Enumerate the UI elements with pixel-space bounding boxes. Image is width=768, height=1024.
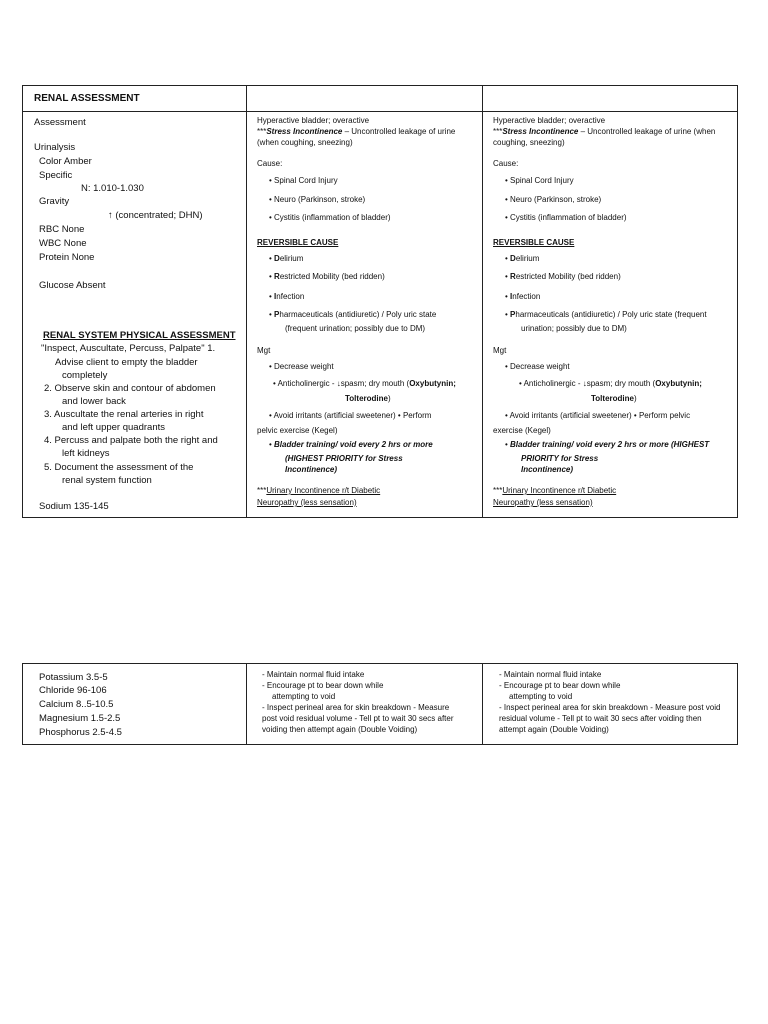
text-line: - Maintain normal fluid intake [262, 670, 365, 679]
text-line: - Encourage pt to bear down while [499, 681, 621, 690]
column-divider [482, 86, 483, 517]
gravity-normal: N: 1.010-1.030 [81, 183, 144, 194]
cause-item: • Neuro (Parkinson, stroke) [505, 196, 601, 204]
reversible-cause-heading: REVERSIBLE CAUSE [493, 238, 575, 247]
text-line: - Inspect perineal area for skin breakdown - Measure post void [499, 703, 721, 712]
protein-value: Protein None [39, 252, 95, 263]
mgt-item: • Anticholinergic - ↓spasm; dry mouth (Oxybutynin; [519, 379, 702, 388]
pa-line: 3. Auscultate the renal arteries in right [44, 409, 204, 420]
text-line: attempting to void [272, 692, 336, 701]
pa-line: Advise client to empty the bladder [55, 357, 198, 368]
text-line: urination; possibly due to DM) [521, 324, 627, 333]
pa-line: 2. Observe skin and contour of abdomen [44, 383, 216, 394]
cause-item: • Spinal Cord Injury [269, 177, 338, 185]
reversible-cause-heading: REVERSIBLE CAUSE [257, 238, 339, 247]
text-line: Tolterodine) [345, 394, 391, 403]
assessment-label: Assessment [34, 117, 86, 128]
drip-item: • Pharmaceuticals (antidiuretic) / Poly uric state [269, 310, 437, 319]
pa-line: renal system function [62, 475, 152, 486]
drip-item: • Infection [505, 292, 541, 301]
phosphorus-value: Phosphorus 2.5-4.5 [39, 727, 122, 738]
urinalysis-label: Urinalysis [34, 142, 76, 153]
pa-line: 5. Document the assessment of the [44, 462, 194, 473]
drip-item: • Delirium [505, 254, 540, 263]
chloride-value: Chloride 96-106 [39, 685, 107, 696]
mgt-item: • Avoid irritants (artificial sweetener) • Perform [269, 412, 431, 420]
rbc-value: RBC None [39, 224, 85, 235]
column-divider [246, 664, 247, 744]
pa-line: and lower back [62, 396, 126, 407]
mgt-item: • Decrease weight [505, 363, 570, 371]
incontinence-column-2 [493, 86, 733, 517]
text-line: ***Urinary Incontinence r/t Diabetic [257, 486, 381, 495]
cause-item: • Cystitis (inflammation of bladder) [269, 214, 391, 222]
mgt-label: Mgt [257, 346, 271, 355]
gravity-label: Gravity [39, 196, 70, 207]
calcium-value: Calcium 8..5-10.5 [39, 699, 114, 710]
pa-line: and left upper quadrants [62, 422, 165, 433]
text-line: Hyperactive bladder; overactive [257, 116, 370, 125]
text-line: ***Stress Incontinence – Uncontrolled leakage of urine [257, 127, 456, 136]
nursing-interventions-2 [499, 664, 734, 744]
text-line: (when coughing, sneezing) [257, 138, 353, 147]
physical-assessment-heading: RENAL SYSTEM PHYSICAL ASSESSMENT [43, 330, 236, 341]
text-line: exercise (Kegel) [493, 426, 551, 435]
pa-line: "Inspect, Auscultate, Percuss, Palpate" 1. [41, 343, 216, 354]
glucose-value: Glucose Absent [39, 280, 106, 291]
sodium-value: Sodium 135-145 [39, 501, 109, 512]
specific-label: Specific [39, 170, 73, 181]
color-value: Color Amber [39, 156, 92, 167]
gravity-concentrated: ↑ (concentrated; DHN) [108, 210, 203, 221]
text-line: Incontinence) [285, 465, 338, 474]
renal-table [22, 85, 738, 518]
text-line: PRIORITY for Stress [521, 454, 599, 463]
mgt-item: • Bladder training/ void every 2 hrs or more [269, 440, 433, 449]
column-divider [246, 86, 247, 517]
pa-line: completely [62, 370, 108, 381]
text-line: post void residual volume - Tell pt to wait 30 secs after [262, 714, 454, 723]
text-line: (HIGHEST PRIORITY for Stress [285, 454, 403, 463]
text-line: pelvic exercise (Kegel) [257, 426, 338, 435]
cause-label: Cause: [493, 159, 519, 168]
cause-item: • Neuro (Parkinson, stroke) [269, 196, 365, 204]
column-divider [482, 664, 483, 744]
potassium-value: Potassium 3.5-5 [39, 672, 108, 683]
text-line: - Maintain normal fluid intake [499, 670, 602, 679]
text-line: - Encourage pt to bear down while [262, 681, 384, 690]
pa-line: 4. Percuss and palpate both the right and [44, 435, 218, 446]
incontinence-column-1 [257, 86, 479, 517]
drip-item: • Restricted Mobility (bed ridden) [505, 272, 621, 281]
wbc-value: WBC None [39, 238, 87, 249]
mgt-item: • Avoid irritants (artificial sweetener) • Perform pelvic [505, 412, 690, 420]
text-line: Hyperactive bladder; overactive [493, 116, 606, 125]
text-line: Incontinence) [521, 465, 574, 474]
text-line: Neuropathy (less sensation) [257, 498, 357, 507]
drip-item: • Infection [269, 292, 305, 301]
mgt-item: • Decrease weight [269, 363, 334, 371]
text-line: attempt again (Double Voiding) [499, 725, 609, 734]
text-line: Tolterodine) [591, 394, 637, 403]
drip-item: • Delirium [269, 254, 304, 263]
text-line: attempting to void [509, 692, 573, 701]
text-line: Neuropathy (less sensation) [493, 498, 593, 507]
nursing-interventions-1 [262, 664, 477, 744]
electrolyte-table [22, 663, 738, 745]
mgt-item: • Anticholinergic - ↓spasm; dry mouth (Oxybutynin; [273, 379, 456, 388]
text-line: residual volume - Tell pt to wait 30 secs after voiding then [499, 714, 702, 723]
drip-item: • Restricted Mobility (bed ridden) [269, 272, 385, 281]
cause-item: • Cystitis (inflammation of bladder) [505, 214, 627, 222]
text-line: - Inspect perineal area for skin breakdown - Measure [262, 703, 450, 712]
table-title: RENAL ASSESSMENT [34, 93, 140, 104]
text-line: ***Stress Incontinence – Uncontrolled leakage of urine (when [493, 127, 716, 136]
mgt-item: • Bladder training/ void every 2 hrs or more (HIGHEST [505, 440, 710, 449]
mgt-label: Mgt [493, 346, 507, 355]
magnesium-value: Magnesium 1.5-2.5 [39, 713, 121, 724]
drip-item: • Pharmaceuticals (antidiuretic) / Poly uric state (frequent [505, 310, 707, 319]
text-line: voiding then attempt again (Double Voiding) [262, 725, 418, 734]
cause-item: • Spinal Cord Injury [505, 177, 574, 185]
text-line: ***Urinary Incontinence r/t Diabetic [493, 486, 617, 495]
text-line: coughing, sneezing) [493, 138, 565, 147]
pa-line: left kidneys [62, 448, 110, 459]
cause-label: Cause: [257, 159, 283, 168]
text-line: (frequent urination; possibly due to DM) [285, 324, 426, 333]
